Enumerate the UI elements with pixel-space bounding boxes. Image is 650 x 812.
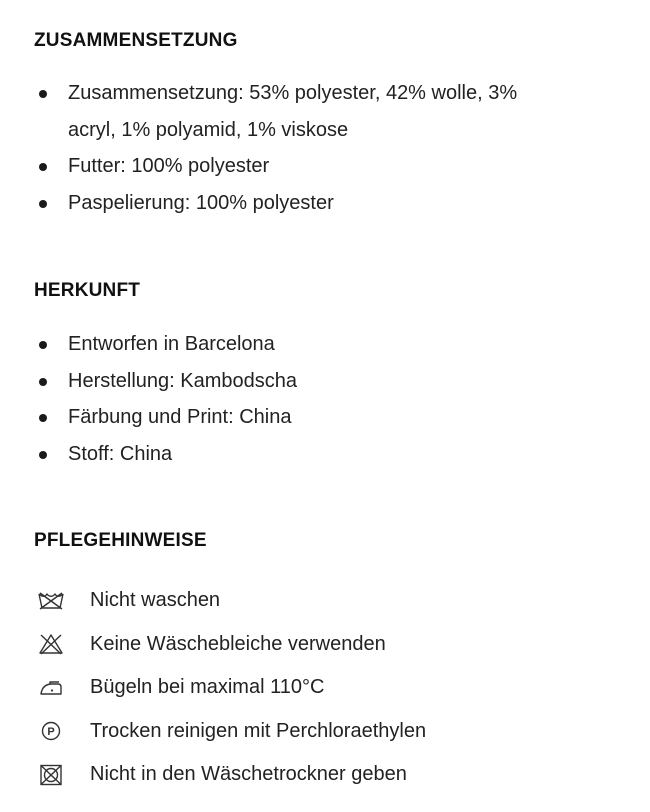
care-item-label: Trocken reinigen mit Perchloraethylen: [90, 719, 427, 742]
origin-item-text: Entworfen in Barcelona: [68, 333, 275, 355]
composition-section: [34, 28, 616, 221]
care-item-label: Nicht waschen: [90, 589, 221, 612]
care-item-label: Keine Wäschebleiche verwenden: [90, 632, 386, 655]
origin-item: [34, 326, 616, 363]
composition-item: [34, 185, 616, 222]
origin-item: [34, 436, 616, 473]
composition-item-text: Futter: 100% polyester: [68, 155, 270, 177]
origin-item-text: Stoff: China: [68, 442, 173, 465]
origin-section: [34, 278, 616, 472]
origin-item: [34, 399, 616, 436]
bullet-icon: [39, 341, 47, 349]
care-section: [34, 528, 616, 797]
composition-item-text: Zusammensetzung: 53% polyester, 42% wolle, 3%: [68, 82, 518, 104]
origin-item-text: Herstellung: Kambodscha: [68, 369, 298, 392]
care-title: PFLEGEHINWEISE: [34, 530, 207, 551]
care-item-label: Nicht in den Wäschetrockner geben: [90, 763, 407, 786]
do-not-wash-icon: [36, 589, 66, 613]
composition-item-continuation: [34, 112, 616, 149]
bullet-icon: [39, 163, 47, 171]
bullet-icon: [39, 200, 47, 208]
do-not-bleach-icon: [36, 632, 66, 656]
iron-low-temp-icon: [36, 676, 66, 700]
care-list: [34, 579, 616, 797]
care-item-do-not-bleach: [34, 623, 616, 667]
bullet-icon: [39, 90, 47, 98]
composition-item: [34, 148, 616, 185]
care-item-dry-clean: [34, 710, 616, 754]
bullet-icon: [39, 414, 47, 422]
origin-title: HERKUNFT: [34, 280, 141, 301]
do-not-tumble-dry-icon: [36, 763, 66, 787]
composition-item-text: acryl, 1% polyamid, 1% viskose: [68, 118, 349, 141]
care-item-do-not-tumble-dry: [34, 753, 616, 797]
dry-clean-p-icon: [36, 719, 66, 743]
origin-item-text: Färbung und Print: China: [68, 406, 292, 428]
composition-title: ZUSAMMENSETZUNG: [34, 30, 238, 51]
composition-item: [34, 75, 616, 112]
dry-clean-letter: P: [47, 726, 55, 739]
care-item-do-not-wash: [34, 579, 616, 623]
origin-item: [34, 363, 616, 400]
composition-item-text: Paspelierung: 100% polyester: [68, 191, 334, 214]
composition-list: [34, 75, 616, 221]
care-item-label: Bügeln bei maximal 110°C: [90, 676, 325, 699]
bullet-icon: [39, 451, 47, 459]
bullet-icon: [39, 378, 47, 386]
care-item-iron: [34, 666, 616, 710]
origin-list: [34, 326, 616, 472]
